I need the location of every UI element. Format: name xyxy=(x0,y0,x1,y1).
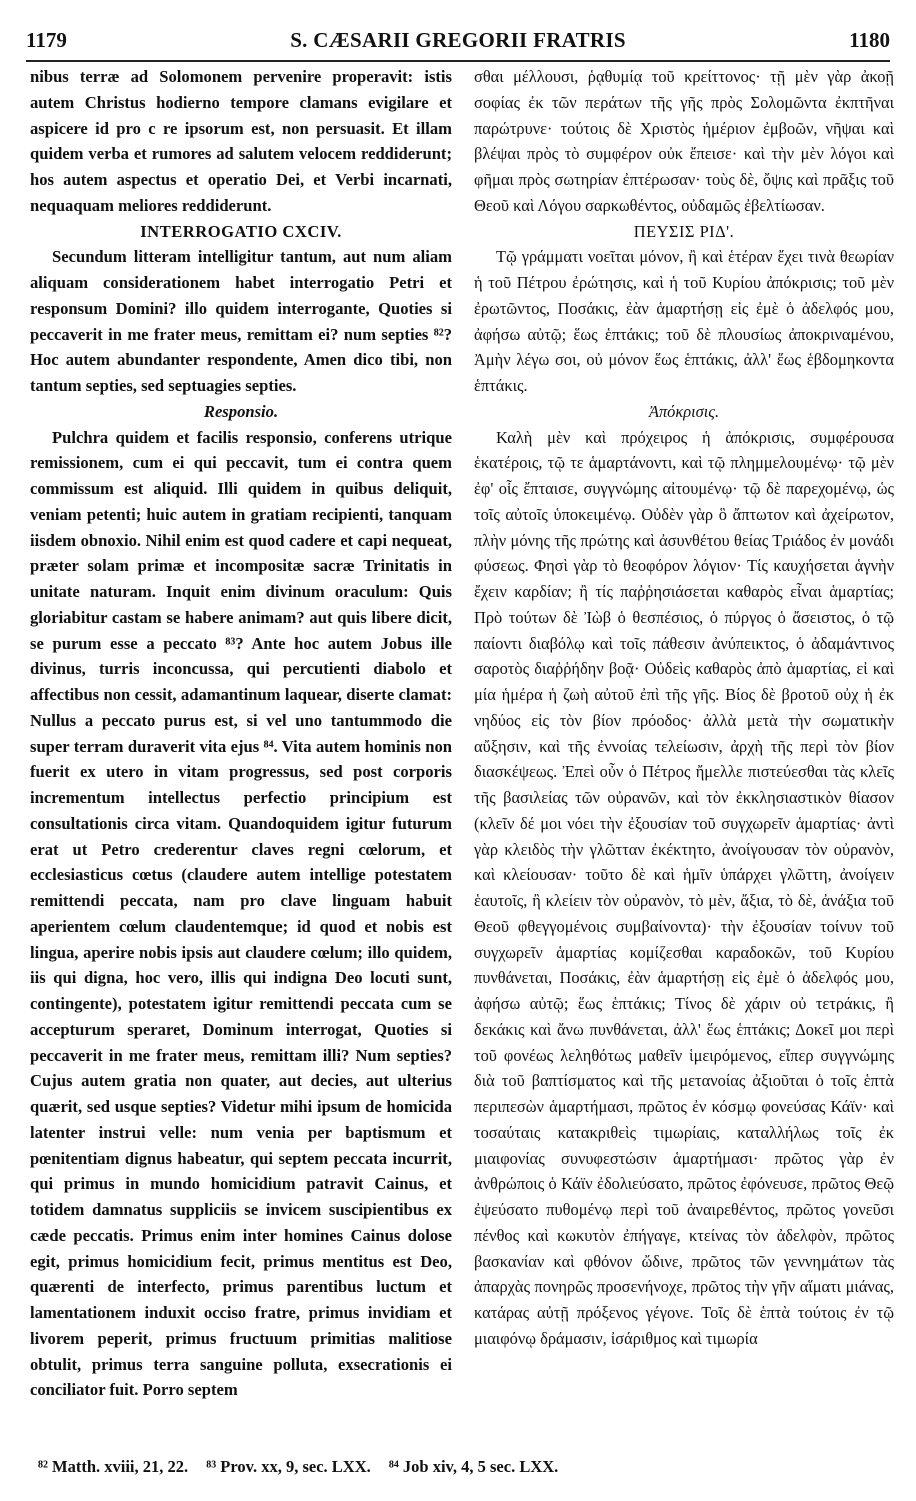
latin-answer-paragraph: Pulchra quidem et facilis responsio, conferens utrique remissionem, cum ei qui peccavit, tum ei contra quem commissum est aliquid. Illi quidem in quibus deliquit, veniam petenti; huic autem in gratiam recipienti, tanquam iisdem obnoxio. Nihil enim est quod cadere et capi nequeat, præter solam primæ et incompositæ sacræ Trinitatis in unitate naturam. Inquit enim divinum oraculum: Quis gloriabitur castam se habere animam? aut quis libere dicit, se purum esse a peccato ⁸³? Ante hoc autem Jobus ille divinus, turris inconcussa, qui percutienti diabolo et affectibus non cessit, adamantinum laquear, diserte clamat: Nullus a peccato purus est, si vel uno tantummodo die super terram duraverit vita ejus ⁸⁴. Vita autem hominis non fuerit ex utero in vitam progressus, sed post corporis incrementum intellectus perfectio principium est consultationis circa vitam. Quandoquidem igitur futurum erat ut Petro crederentur claves regni cœlorum, et ecclesiasticus cœtus (claudere autem intellige potestatem remittendi peccata, nam pro clave linguam habuit aperientem cœlum claudentemque; id quod et nobis est lingua, aperire nobis ipsis aut claudere cœlum; illo quidem, iis qui digna, hoc vero, illis qui indigna Deo locuti sunt, contingente), potestatem igitur remittendi peccata cum se accepturum speraret, Dominum interrogat, Quoties si peccaverit in me frater meus, remittam illi? Num septies? Cujus autem gratia non quater, aut decies, aut ulterius quærit, sed usque septies? Videtur mihi ipsum de homicida latenter instrui velle: num venia per baptismum et pœnitentiam dignus habeatur, qui septem peccata incurrit, qui primus in mundo homicidium patravit Cainus, et totidem damnatus suppliciis se invicem suscipientibus ex cæde peccatis. Primus enim inter homines Cainus dolose egit, primus homicidium fecit, primus mentitus est Deo, quærenti de interfecto, primus parentibus luctum et lamentationem induxit occiso fratre, primus invidiam et livorem peperit, primus fructuum primitias malitiose obtulit, primus terra sanguine polluta, exsecrationis ei conciliator fuit. Porro septem xyxy=(30,427,452,1400)
latin-question-paragraph: Secundum litteram intelligitur tantum, aut num aliam aliquam considerationem habet interrogatio Petri et responsum Domini? illo quidem interrogante, Quoties si peccaverit in me frater meus, remittam ei? num septies ⁸²? Hoc autem abundanter respondente, Amen dico tibi, non tantum septies, sed septuagies septies. xyxy=(30,247,452,395)
latin-column xyxy=(30,64,452,1403)
latin-question-heading: INTERROGATIO CXCIV. xyxy=(140,221,342,241)
greek-question-paragraph: Τῷ γράμματι νοεῖται μόνον, ἢ καὶ ἑτέραν ἔχει τινὰ θεωρίαν ἡ τοῦ Πέτρου ἐρώτησις, καὶ ἡ τοῦ Κυρίου ἀπόκρισις; τοῦ μὲν ἐρωτῶντος, Ποσάκις, ἐὰν ἁμαρτήσῃ εἰς ἐμὲ ὁ ἀδελφός μου, ἀφήσω αὐτῷ; ἕως ἑπτάκις; τοῦ δὲ πλουσίως ἀποκριναμένου, Ἀμὴν λέγω σοι, οὐ μόνον ἕως ἑπτάκις, ἀλλ' ἕως ἑβδομηκοντα ἑπτάκις. xyxy=(474,247,894,395)
footnotes xyxy=(38,1457,890,1477)
running-title: S. CÆSARII GREGORII FRATRIS xyxy=(290,28,626,52)
page-header xyxy=(26,28,890,62)
page-number-left: 1179 xyxy=(26,28,67,52)
greek-column xyxy=(474,64,894,1352)
footnote-83: ⁸³ Prov. xx, 9, sec. LXX. xyxy=(206,1457,371,1476)
greek-intro-paragraph: σθαι μέλλουσι, ῥᾳθυμίᾳ τοῦ κρείττονος· τῇ μὲν γὰρ ἀκοῇ σοφίας ἐκ τῶν περάτων τῆς γῆς πρὸς Σολομῶντα ἐκπτῆναι παρώτρυνε· τούτοις δὲ Χριστὸς ἡμέριον ἐμβοῶν, νῆψαι καὶ βλέψαι πρὸς τὸ συμφέρον οὐκ ἔπεισε· καὶ τὴν μὲν λόγοι καὶ φῆμαι πρὸς σωτηρίαν ἐπτέρωσαν· τοὺς δὲ, ὄψις καὶ πρᾶξις τοῦ Θεοῦ καὶ Λόγου σαρκωθέντος, οὐδαμῶς ἐβελτίωσαν. xyxy=(474,67,894,215)
footnote-84: ⁸⁴ Job xiv, 4, 5 sec. LXX. xyxy=(388,1457,559,1476)
greek-answer-paragraph: Καλὴ μὲν καὶ πρόχειρος ἡ ἀπόκρισις, συμφέρουσα ἑκατέροις, τῷ τε ἁμαρτάνοντι, καὶ τῷ πλημμελουμένῳ· τῷ μὲν ἐφ' οἷς ἔπταισε, συγγνώμης αἰτουμένῳ· τῷ δὲ παρεχομένῳ, ὡς τοῖς αὐτοῖς ὑποκειμένῳ. Οὐδὲν γὰρ ὃ ἄπτωτον καὶ ἀχείρωτον, πλὴν μόνης τῆς πρώτης καὶ ἀσυνθέτου θείας Τριάδος ἐν μονάδι φύσεως. Φησὶ γὰρ τὸ θεοφόρον λόγιον· Τίς καυχήσεται ἁγνὴν ἔχειν καρδίαν; ἢ τίς παῤῥησιάσεται καθαρὸς εἶναι ἁμαρτίας; Πρὸ τούτων δὲ Ἰὼβ ὁ θεσπέσιος, ὁ πύργος ὁ ἄσειστος, ὁ τῷ παίοντι διαβόλῳ καὶ τοῖς πάθεσιν ἀνύπεικτος, ὁ ἀδαμάντινος σαροτὸς διαῤῥήδην βοᾷ· Οὐδεὶς καθαρὸς ἀπὸ ἁμαρτίας, εἰ καὶ μία ἡμέρα ἡ ζωὴ αὐτοῦ ἐπὶ τῆς γῆς. Βίος δὲ βροτοῦ οὐχ ἡ ἐκ νηδύος εἰς τὸν βίον πρόοδος· ἀλλὰ μετὰ τὴν σωματικὴν αὔξησιν, καὶ τῆς ἐννοίας τελείωσιν, ἀρχὴ τῆς περὶ τὸν βίον διασκέψεως. Ἐπεὶ οὖν ὁ Πέτρος ἤμελλε πιστεύεσθαι τὰς κλεῖς τῆς βασιλείας τῶν οὐρανῶν, καὶ τὸν ἐκκλησιαστικὸν θίασον (κλεῖν δέ μοι νόει τὴν ἐξουσίαν τοῦ συγχωρεῖν ἁμαρτίας· ἀντὶ γὰρ κλειδὸς τὴν γλῶτταν ἐκέκτητο, ἀνοίγουσαν τὸν οὐρανὸν, καὶ κλείουσαν· τοῦτο δὲ καὶ ἡμῖν ὑπάρχει γλῶττη, ἀνοίγειν ἑαυτοῖς, ἢ κλείειν τὸν οὐρανὸν, τὸ μὲν, ἄξια, τὸ δὲ, ἀνάξια τοῦ Θεοῦ φθεγγομένοις συμβαίνοντα)· τὴν ἐξουσίαν τοίνυν τοῦ συγχωρεῖν ἁμαρτίας κομίζεσθαι καραδοκῶν, τοῦ Κυρίου πυνθάνεται, Ποσάκις, ἐὰν ἁμαρτήσῃ εἰς ἐμὲ ὁ ἀδελφός μου, ἀφήσω αὐτῷ; ἕως ἑπτάκις; Τίνος δὲ χάριν οὐ τετράκις, ἢ δεκάκις καὶ ἄνω πυνθάνεται, ἀλλ' ἕως ἑπτάκις; Δοκεῖ μοι περὶ τοῦ φονέως λεληθότως μαθεῖν ἱμειρόμενος, εἴπερ συγγνώμης διὰ τοῦ βαπτίσματος καὶ τῆς μετανοίας ἀξιοῦται ὁ τοῖς ἑπτὰ περιπεσὼν ἁμαρτήμασι, πρῶτος ἐν κόσμῳ φονεύσας Κάϊν· καὶ τοσαύταις κατακριθεὶς τιμωρίαις, καταλλήλως τοῖς ἐκ μιαιφονίας συνυφεστώσιν ἁμαρτήμασι· πρῶτος γὰρ ἐν ἀνθρώποις ὁ Κάϊν ἐδολιεύσατο, πρῶτος ἐφόνευσε, πρῶτος Θεῷ ἐψεύσατο πυθομένῳ περὶ τοῦ ἀναιρεθέντος, πρῶτος γονεῦσι πένθος καὶ κωκυτὸν ἐπήγαγε, κτείνας τὸν ἀδελφὸν, πρῶτος βασκανίαν καὶ φθόνον ὤδινε, πρῶτος τῶν γεννημάτων τὰς ἀπαρχὰς πονηρῶς προσενήνοχε, πρῶτος τὴν γῆν αἵματι μιάνας, κατάρας αὐτῇ πρόξενος γέγονε. Τοῖς δὲ ἑπτὰ τούτοις ἐν τῷ μιαιφόνῳ δράμασιν, ἰσάριθμος καὶ τιμωρία xyxy=(474,427,894,1348)
latin-intro-paragraph: nibus terræ ad Solomonem pervenire properavit: istis autem Christus hodierno tempore clamans evigilare et aspicere id pro c re ipsorum est, non persuasit. Et illam quidem verba et rumores ad salutem velocem reddiderunt; hos autem aspectus et operatio Dei, et Verbi incarnati, nequaquam meliores reddiderunt. xyxy=(30,67,452,215)
greek-question-heading: ΠΕΥΣΙΣ ΡΙΔ'. xyxy=(633,221,735,241)
header-rule xyxy=(26,60,890,62)
page-number-right: 1180 xyxy=(849,28,890,52)
greek-answer-heading: Ἀπόκρισις. xyxy=(648,401,720,421)
latin-answer-heading: Responsio. xyxy=(203,401,279,421)
footnote-82: ⁸² Matth. xviii, 21, 22. xyxy=(38,1457,189,1476)
